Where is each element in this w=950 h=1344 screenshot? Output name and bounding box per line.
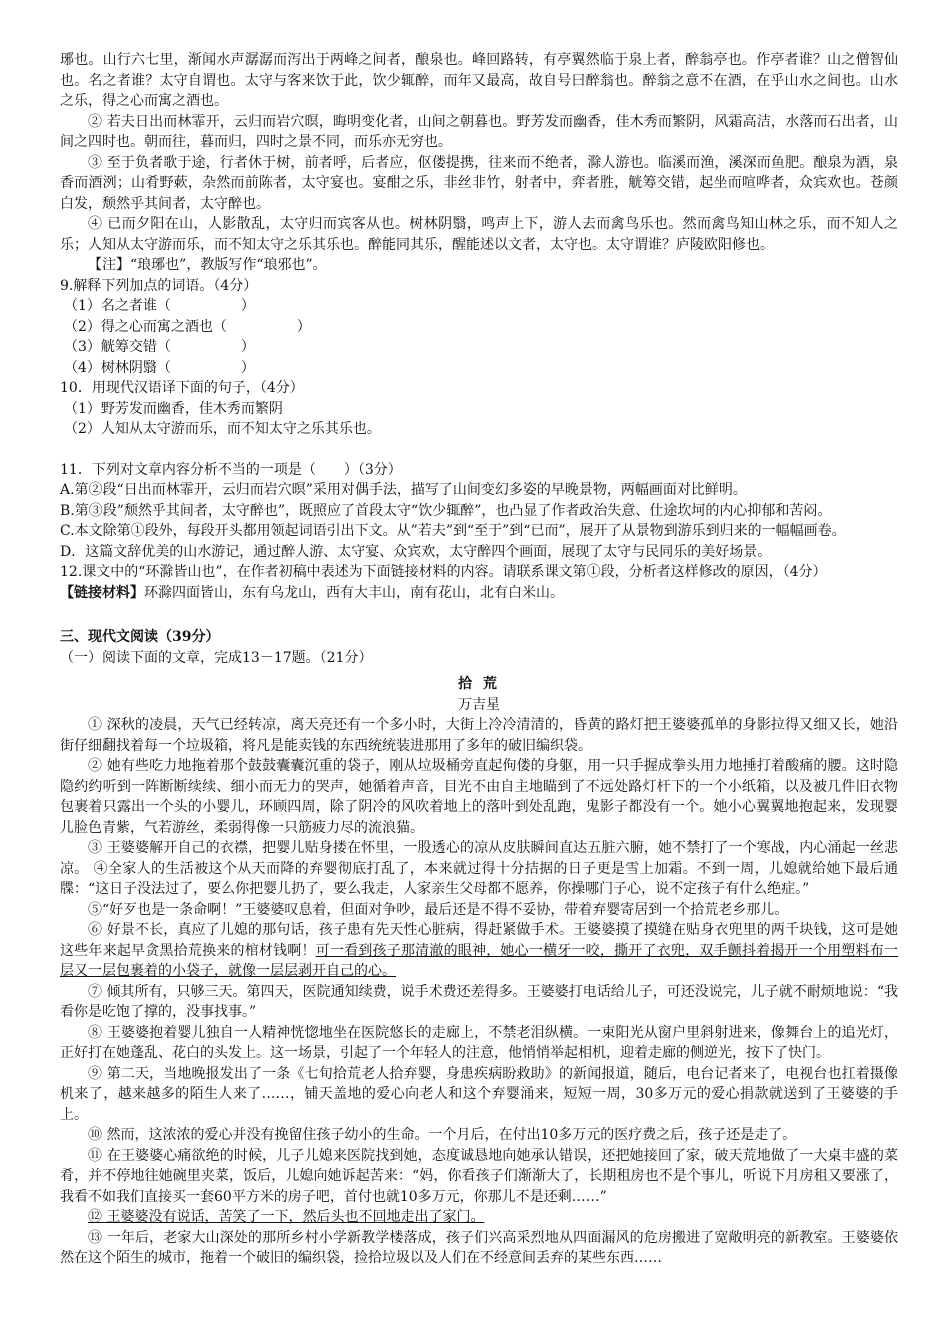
q10-item-2: （2）人知从太守游而乐，而不知太守之乐其乐也。	[64, 421, 381, 437]
passage-para-2: ② 若夫日出而林霏开，云归而岩穴暝，晦明变化者，山间之朝暮也。野芳发而幽香，佳木秀而繁阴，风霜高洁，水落而石出者，山间之四时也。朝而往，暮而归，四时之景不同，而乐亦无穷也。	[60, 113, 898, 150]
passage-para-3: ③ 至于负者歌于途，行者休于树，前者呼，后者应，伛偻提携，往来而不绝者，滁人游也。临溪而渔，溪深而鱼肥。酿泉为酒，泉香而酒洌；山肴野蔌，杂然而前陈者，太守宴也。宴酣之乐，非丝非竹，射者中，弈者胜，觥筹交错，起坐而喧哗者，众宾欢也。苍颜白发，颓然乎其间者，太守醉也。	[60, 154, 898, 212]
story-para-5: ⑤“好歹也是一条命啊！”王婆婆叹息着，但面对争吵，最后还是不得不妥协，带着弃婴寄居到一个拾荒老乡那儿。	[88, 901, 789, 918]
q11-stem: 11．下列对文章内容分析不当的一项是（ ）（3分）	[60, 461, 402, 478]
story-para-2: ② 她有些吃力地拖着那个鼓鼓囊囊沉重的袋子，刚从垃圾桶旁直起佝偻的身躯，用一只手握成拳头用力地捶打着酸痛的腰。这时隐隐约约听到一阵断断续续、细小而无力的哭声，她循着声音，目光不由自主地瞄到了不远处路灯杆下的一个小纸箱，以及被几件旧衣物包裹着只露出一个头的小婴儿，环顾四周，除了阴冷的风吹着地上的落叶到处乱跑，鬼影子都没有一个。她小心翼翼地抱起来，发现婴儿脸色青紫，气若游丝，柔弱得像一只筋疲力尽的流浪猫。	[60, 758, 898, 836]
q11-option-b: B.第③段”颓然乎其间者，太守醉也”，既照应了首段太守“饮少辄醉”，也凸显了作者政治失意、仕途坎坷的内心抑郁和苦闷。	[60, 502, 832, 519]
story-para-1: ① 深秋的凌晨，天气已经转凉，离天亮还有一个多小时，大街上冷冷清清的，昏黄的路灯把王婆婆孤单的身影拉得又细又长，她沿街仔细翻找着每一个垃圾箱，将凡是能卖钱的东西统统装进那用了多年的破旧编织袋。	[60, 717, 898, 754]
story-para-12: ⑫ 王婆婆没有说话，苦笑了一下，然后头也不回地走出了家门。	[88, 1209, 485, 1225]
underlined-sentence: 可一看到孩子那清澈的眼神，她心一横牙一咬，撕开了衣兜，双手颤抖着揭开一个用塑料布一层又一层包裹着的小袋子，就像一层层剥开自己的心。	[60, 942, 899, 979]
story-para-13: ⑬ 一年后，老家大山深处的那所乡村小学新教学楼落成，孩子们兴高采烈地从四面漏风的危房搬进了宽敞明亮的新教室。王婆婆依然在这个陌生的城市，拖着一个破旧的编织袋，捡拾垃圾以及人们在不经意间丢弃的某些东西……	[60, 1229, 898, 1266]
story-para-6: ⑥ 好景不长，真应了儿媳的那句话，孩子患有先天性心脏病，得赶紧做手术。王婆婆摸了摸缝在贴身衣兜里的两千块钱，这可是她这些年来起早贪黑拾荒换来的棺材钱啊！可一看到孩子那清澈的眼神，她心一横牙一咬，撕开了衣兜，双手颤抖着揭开一个用塑料布一层又一层包裹着的小袋子，就像一层层剥开自己的心。	[60, 922, 899, 979]
story-para-7: ⑦ 倾其所有，只够三天。第四天，医院通知续费，说手术费还差得多。王婆婆打电话给儿子，可还没说完，儿子就不耐烦地说：“我看你是吃饱了撑的，没事找事。”	[60, 983, 898, 1020]
q12-link-material	[60, 583, 898, 604]
link-label: 【链接材料】	[60, 584, 144, 601]
passage-para-1: 琊也。山行六七里，渐闻水声潺潺而泻出于两峰之间者，酿泉也。峰回路转，有亭翼然临于泉上者，醉翁亭也。作亭者谁？山之僧智仙也。名之者谁？太守自谓也。太守与客来饮于此，饮少辄醉，而年又最高，故自号曰醉翁也。醉翁之意不在酒，在乎山水之间也。山水之乐，得之心而寓之酒也。	[60, 52, 898, 109]
q9-item-4: （4）树林阴翳（ ）	[64, 359, 255, 376]
story-para-9: ⑨ 第二天，当地晚报发出了一条《七旬拾荒老人拾弃婴，身患疾病盼救助》的新闻报道，随后，电台记者来了，电视台也扛着摄像机来了，越来越多的陌生人来了……，铺天盖地的爱心向老人和这个弃婴涌来，短短一周，30多万元的爱心捐款就送到了王婆婆的手上。	[60, 1065, 898, 1123]
q9-stem: 9.解释下列加点的词语。（4分）	[60, 277, 258, 294]
q11-option-a: A.第②段“日出而林霏开，云归而岩穴暝”采用对偶手法，描写了山间变幻多姿的早晚景物，两幅画面对比鲜明。	[60, 482, 747, 498]
section-heading: 三、现代文阅读（39分）	[60, 629, 220, 645]
q9-item-2: （2）得之心而寓之酒也（ ）	[64, 318, 311, 335]
passage-note: 【注】“琅琊也”，教版写作“琅邪也”。	[88, 257, 327, 273]
passage-para-4: ④ 已而夕阳在山，人影散乱，太守归而宾客从也。树林阴翳，鸣声上下，游人去而禽鸟乐也。然而禽鸟知山林之乐，而不知人之乐；人知从太守游而乐，而不知太守之乐其乐也。醉能同其乐，醒能述以文者，太守也。太守谓谁？庐陵欧阳修也。	[60, 216, 898, 253]
story-author: 万吉星	[458, 696, 500, 713]
link-text: 环滁四面皆山，东有乌龙山，西有大丰山，南有花山，北有白米山。	[144, 584, 564, 601]
q9-item-3: （3）觥筹交错（ ）	[64, 339, 255, 355]
q10-item-1: （1）野芳发而幽香，佳木秀而繁阴	[64, 400, 283, 417]
story-para-3: ③ 王婆婆解开自己的衣襟，把婴儿贴身搂在怀里，一股透心的凉从皮肤瞬间直达五脏六腑，她不禁打了一个寒战，内心涌起一丝悲凉。 ④全家人的生活被这个从天而降的弃婴彻底打乱了，本来就过得十分拮据的日子更是雪上加霜。不到一周，儿媳就给她下最后通牒：“这日子没法过了，要么你把婴儿扔了，要么我走，人家亲生父母都不愿养，你操哪门子心，说不定孩子有什么绝症。”	[60, 840, 898, 897]
story-para-11: ⑪ 在王婆婆心痛欲绝的时候，儿子儿媳来医院找到她，态度诚恳地向她承认错误，还把她接回了家，破天荒地做了一大桌丰盛的菜肴，并不停地往她碗里夹菜，饭后，儿媳向她诉起苦来：“妈，你看孩子们渐渐大了，长期租房也不是个事儿，听说下月房租又要涨了，我看不如我们直接买一套60平方米的房子吧，首付也就10多万元，你那儿不是还剩……”	[60, 1147, 898, 1205]
story-para-8: ⑧ 王婆婆抱着婴儿独自一人精神恍惚地坐在医院悠长的走廊上，不禁老泪纵横。一束阳光从窗户里斜射进来，像舞台上的追光灯，正好打在她蓬乱、花白的头发上。这一场景，引起了一个年轻人的注意，他悄悄举起相机，迎着走廊的侧逆光，按下了快门。	[60, 1024, 898, 1061]
q10-stem: 10．用现代汉语译下面的句子，（4分）	[60, 380, 304, 396]
q12-stem: 12.课文中的“环滁皆山也”，在作者初稿中表述为下面链接材料的内容。请联系课文第①段，分析者这样修改的原因，（4分）	[60, 564, 827, 580]
exam-page	[60, 50, 898, 1269]
story-para-10: ⑩ 然而，这浓浓的爱心并没有挽留住孩子幼小的生命。一个月后，在付出10多万元的医疗费之后，孩子还是走了。	[88, 1127, 797, 1143]
q11-option-c: C.本文除第①段外，每段开头都用领起词语引出下文。从”若夫”到“至于”到“已而”，展开了从景物到游乐到归来的一幅幅画卷。	[60, 523, 846, 539]
section-subheading: （一）阅读下面的文章，完成13－17题。（21分）	[60, 649, 373, 666]
q11-option-d: D．这篇文辞优美的山水游记，通过醉人游、太守宴、众宾欢，太守醉四个画面，展现了太守与民同乐的美好场景。	[60, 543, 772, 560]
q9-item-1: （1）名之者谁（ ）	[64, 298, 255, 314]
story-title: 拾 荒	[458, 676, 500, 692]
